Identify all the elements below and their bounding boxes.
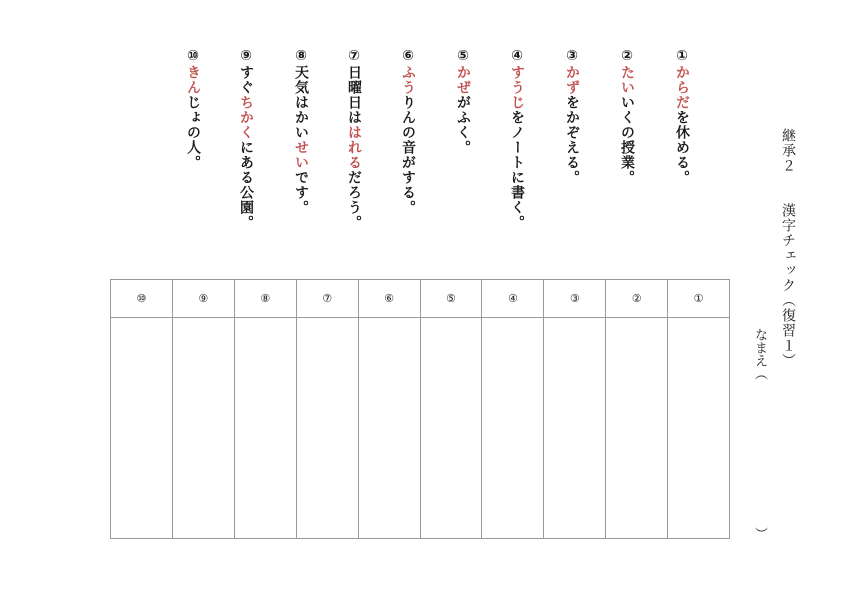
- answer-cell[interactable]: [111, 318, 172, 538]
- answer-column: [481, 280, 543, 538]
- title-main: 漢字チェック（復習１）: [780, 203, 796, 368]
- question-text: りんの音がする。: [400, 95, 416, 215]
- question-2: [617, 48, 637, 185]
- question-target-reading: すうじ: [509, 65, 525, 110]
- question-target-reading: せい: [293, 140, 309, 170]
- answer-cell[interactable]: [173, 318, 234, 538]
- answer-column-header: ⑨: [173, 280, 234, 318]
- answer-cell[interactable]: [421, 318, 482, 538]
- answer-cell[interactable]: [235, 318, 296, 538]
- answer-column: [234, 280, 296, 538]
- question-number: ③: [564, 48, 580, 65]
- answer-column-header: ④: [482, 280, 543, 318]
- question-number: ④: [509, 48, 525, 65]
- question-1: [672, 48, 692, 185]
- question-3: [562, 48, 582, 185]
- question-number: ⑤: [455, 48, 471, 65]
- question-number: ②: [619, 48, 635, 65]
- question-text: を休める。: [674, 110, 690, 185]
- question-number: ⑨: [238, 48, 254, 65]
- answer-column-header: ⑧: [235, 280, 296, 318]
- question-target-reading: かず: [564, 65, 580, 95]
- name-label: なまえ（: [752, 328, 767, 380]
- question-number: ⑦: [346, 48, 362, 65]
- question-9: [236, 48, 256, 230]
- question-10: [183, 48, 203, 170]
- question-text: じょの人。: [185, 95, 201, 170]
- answer-column-header: ⑥: [359, 280, 420, 318]
- answer-column: [543, 280, 605, 538]
- question-text: をかぞえる。: [564, 95, 580, 185]
- question-target-reading: ちかく: [238, 95, 254, 140]
- answer-column-header: ⑤: [421, 280, 482, 318]
- question-text: です。: [293, 170, 309, 215]
- answer-column: [111, 280, 172, 538]
- question-number: ①: [674, 48, 690, 65]
- question-text: をノートに書く。: [509, 110, 525, 230]
- question-5: [453, 48, 473, 155]
- answer-cell[interactable]: [606, 318, 667, 538]
- answer-column: [172, 280, 234, 538]
- title-series: 継承２: [780, 128, 796, 173]
- question-text: にある公園。: [238, 140, 254, 230]
- question-target-reading: きん: [185, 65, 201, 95]
- question-text: がふく。: [455, 95, 471, 155]
- worksheet-title: [778, 128, 798, 368]
- answer-column: [296, 280, 358, 538]
- answer-cell[interactable]: [668, 318, 729, 538]
- answer-cell[interactable]: [359, 318, 420, 538]
- question-6: [398, 48, 418, 215]
- question-number: ⑧: [293, 48, 309, 65]
- question-7: [344, 48, 364, 230]
- answer-column: [420, 280, 482, 538]
- answer-column-header: ②: [606, 280, 667, 318]
- answer-column-header: ⑩: [111, 280, 172, 318]
- question-8: [291, 48, 311, 215]
- answer-column: [667, 280, 729, 538]
- answer-grid: [110, 279, 730, 539]
- question-text: だろう。: [346, 170, 362, 230]
- answer-column: [605, 280, 667, 538]
- question-target-reading: はれる: [346, 125, 362, 170]
- question-number: ⑩: [185, 48, 201, 65]
- question-text: すぐ: [238, 65, 254, 95]
- question-4: [507, 48, 527, 230]
- name-close-paren: ）: [752, 527, 767, 540]
- answer-column: [358, 280, 420, 538]
- answer-cell[interactable]: [482, 318, 543, 538]
- question-target-reading: からだ: [674, 65, 690, 110]
- question-target-reading: たい: [619, 65, 635, 95]
- question-target-reading: かぜ: [455, 65, 471, 95]
- question-text: 日曜日は: [346, 65, 362, 125]
- question-target-reading: ふう: [400, 65, 416, 95]
- answer-column-header: ⑦: [297, 280, 358, 318]
- answer-cell[interactable]: [297, 318, 358, 538]
- answer-column-header: ③: [544, 280, 605, 318]
- answer-cell[interactable]: [544, 318, 605, 538]
- question-text: いくの授業。: [619, 95, 635, 185]
- question-text: 天気はかい: [293, 65, 309, 140]
- answer-column-header: ①: [668, 280, 729, 318]
- question-number: ⑥: [400, 48, 416, 65]
